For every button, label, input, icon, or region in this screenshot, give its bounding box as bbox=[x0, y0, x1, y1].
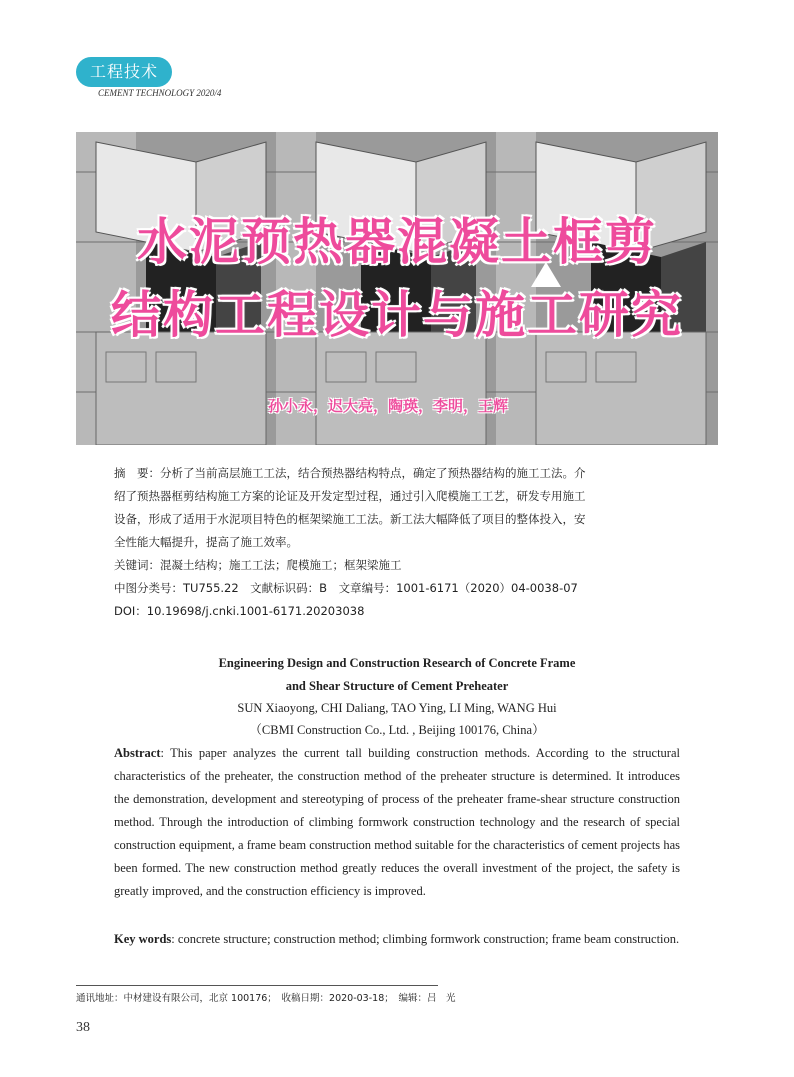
abstract-cn-line: 绍了预热器框剪结构施工方案的论证及开发定型过程，通过引入爬模施工工艺，研发专用施工 bbox=[114, 489, 586, 503]
english-abstract bbox=[114, 742, 680, 903]
chinese-title-line-1: 水泥预热器混凝土框剪 bbox=[137, 213, 657, 271]
footnote-divider bbox=[76, 985, 438, 986]
title-banner bbox=[76, 132, 718, 445]
page-number: 38 bbox=[76, 1020, 90, 1035]
english-authors-block bbox=[114, 697, 680, 741]
english-affiliation: （CBMI Construction Co., Ltd. , Beijing 100176, China） bbox=[249, 723, 545, 737]
keywords-cn: 关键词：混凝土结构；施工工法；爬模施工；框架梁施工 bbox=[114, 558, 402, 572]
english-keywords bbox=[114, 928, 680, 951]
journal-header: CEMENT TECHNOLOGY 2020/4 bbox=[98, 88, 222, 98]
abstract-cn-line: 设备，形成了适用于水泥项目特色的框架梁施工工法。新工法大幅降低了项目的整体投入，安 bbox=[114, 512, 586, 526]
chinese-abstract-block bbox=[114, 462, 680, 623]
footnote: 通讯地址：中材建设有限公司，北京 100176； 收稿日期：2020-03-18； 编辑：吕 光 bbox=[76, 993, 456, 1004]
classification-number: 中图分类号：TU755.22 文献标识码：B 文章编号：1001-6171（2020）04-0038-07 bbox=[114, 581, 578, 595]
english-title-line-1: Engineering Design and Construction Research of Concrete Frame bbox=[218, 656, 576, 670]
english-title bbox=[114, 652, 680, 698]
english-authors: SUN Xiaoyong, CHI Daliang, TAO Ying, LI Ming, WANG Hui bbox=[237, 701, 557, 715]
doi: DOI：10.19698/j.cnki.1001-6171.20203038 bbox=[114, 604, 365, 618]
chinese-authors: 孙小永，迟大亮，陶瑛，李明，王辉 bbox=[267, 397, 508, 415]
section-tag: 工程技术 bbox=[76, 57, 172, 87]
abstract-cn-line: 全性能大幅提升，提高了施工效率。 bbox=[114, 535, 298, 549]
keywords-text: : concrete structure; construction method; climbing formwork construction; frame beam construction. bbox=[171, 932, 680, 946]
abstract-label: Abstract bbox=[114, 746, 161, 760]
keywords-label: Key words bbox=[114, 932, 172, 946]
english-title-line-2: and Shear Structure of Cement Preheater bbox=[285, 679, 509, 693]
abstract-text: : This paper analyzes the current tall building construction methods. According to the structural characteristics of the preheater, the construction method of the preheater structure is determined. It introduces the demonstration, development and stereotyping of process of the preheater frame-shear structure construction method. Through the introduction of climbing formwork construction technology and the research of special construction equipment, a frame beam construction method suitable for the characteristics of cement projects has been formed. The new construction method greatly reduces the overall investment of the project, the safety is greatly improved, and the construction efficiency is improved. bbox=[114, 746, 680, 898]
chinese-title-line-2: 结构工程设计与施工研究 bbox=[111, 286, 683, 344]
abstract-cn-line: 摘 要：分析了当前高层施工工法，结合预热器结构特点，确定了预热器结构的施工工法。介 bbox=[114, 466, 586, 480]
